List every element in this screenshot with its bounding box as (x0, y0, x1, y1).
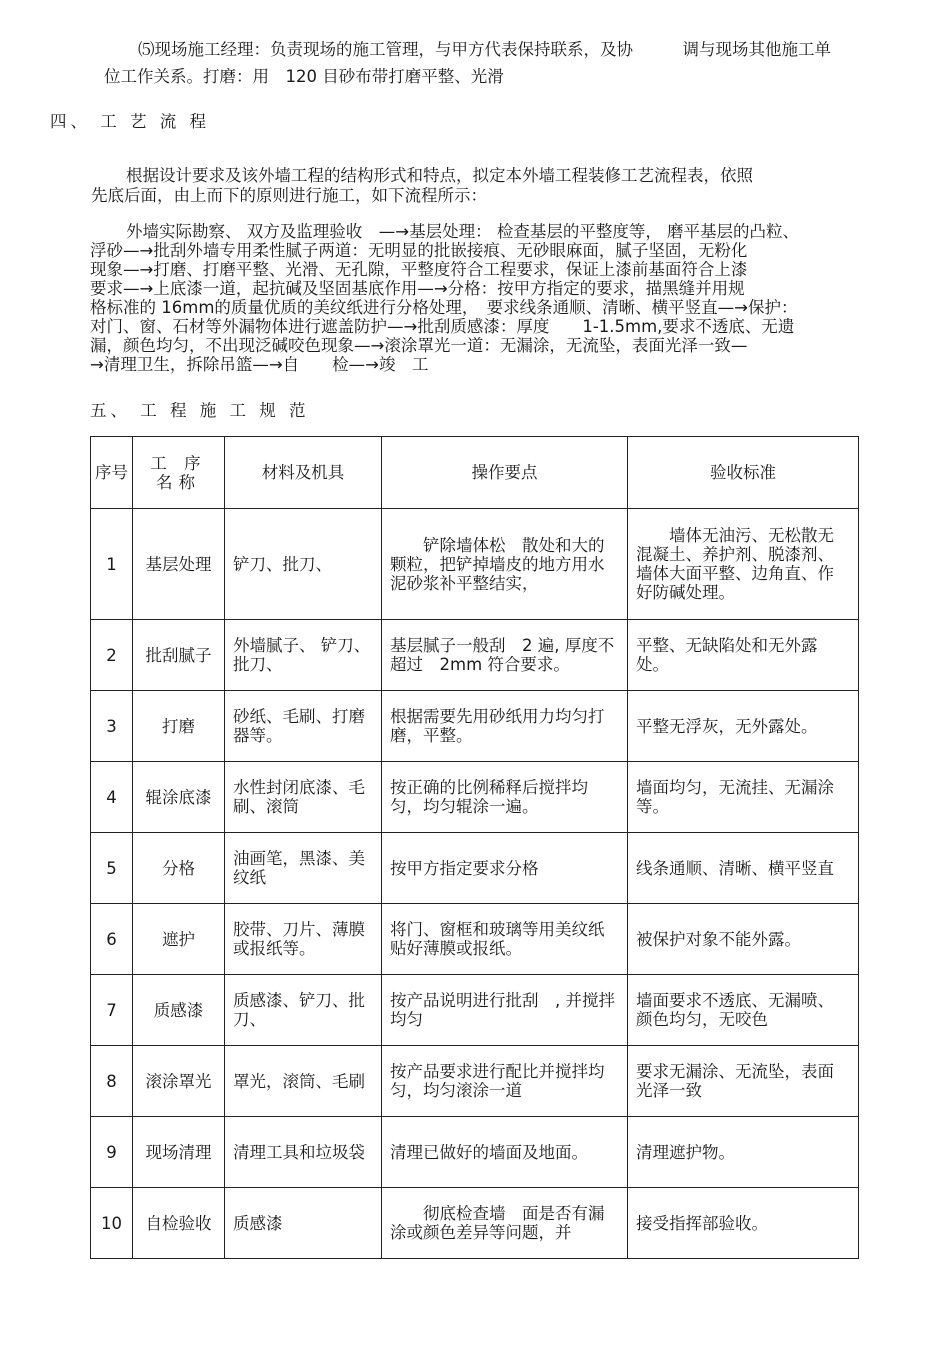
cell-operation: 彻底检查墙 面是否有漏涂或颜色差异等问题，并 (382, 1188, 628, 1259)
cell-materials: 铲刀、批刀、 (225, 509, 382, 620)
cell-process-name: 遮护 (133, 904, 225, 975)
cell-standard: 被保护对象不能外露。 (628, 904, 859, 975)
section-4-para1-line-1: 根据设计要求及该外墙工程的结构形式和特点，拟定本外墙工程装修工艺流程表，依照 (126, 166, 753, 185)
cell-no: 5 (91, 833, 133, 904)
cell-operation: 按产品要求进行配比并搅拌均匀，均匀滚涂一道 (382, 1046, 628, 1117)
cell-no: 10 (91, 1188, 133, 1259)
cell-no: 2 (91, 620, 133, 691)
cell-no: 7 (91, 975, 133, 1046)
cell-no: 1 (91, 509, 133, 620)
cell-operation: 根据需要先用砂纸用力均匀打磨，平整。 (382, 691, 628, 762)
cell-standard: 清理遮护物。 (628, 1117, 859, 1188)
section-5-heading: 五、 工 程 施 工 规 范 (90, 401, 310, 420)
cell-standard: 平整、无缺陷处和无外露处。 (628, 620, 859, 691)
cell-standard: 墙体无油污、无松散无混凝土、养护剂、脱漆剂、墙体大面平整、边角直、作好防碱处理。 (628, 509, 859, 620)
header-no: 序号 (91, 437, 133, 509)
cell-process-name: 分格 (133, 833, 225, 904)
cell-process-name: 滚涂罩光 (133, 1046, 225, 1117)
cell-operation: 铲除墙体松 散处和大的颗粒，把铲掉墙皮的地方用水泥砂浆补平整结实， (382, 509, 628, 620)
section-4-para2-line-2: 浮砂—→批刮外墙专用柔性腻子两道：无明显的批嵌接痕、无砂眼麻面，腻子坚固，无粉化 (90, 241, 748, 260)
section-4-para2-line-5: 格标准的 16mm的质量优质的美纹纸进行分格处理， 要求线条通顺、清晰、横平竖直—→保护： (90, 298, 798, 317)
table-row (91, 762, 859, 833)
section-4-para1-line-2: 先底后面，由上而下的原则进行施工，如下流程所示： (91, 186, 487, 205)
construction-spec-table (90, 436, 859, 1259)
cell-standard: 墙面均匀，无流挂、无漏涂等。 (628, 762, 859, 833)
table-row (91, 1188, 859, 1259)
cell-operation: 基层腻子一般刮 2 遍, 厚度不超过 2mm 符合要求。 (382, 620, 628, 691)
intro-line-1: ⑸现场施工经理：负责现场的施工管理，与甲方代表保持联系，及协 调与现场其他施工单 (138, 40, 831, 59)
cell-process-name: 基层处理 (133, 509, 225, 620)
cell-materials: 质感漆 (225, 1188, 382, 1259)
cell-operation: 按甲方指定要求分格 (382, 833, 628, 904)
cell-materials: 胶带、刀片、薄膜或报纸等。 (225, 904, 382, 975)
section-4-para2-line-8: →清理卫生，拆除吊篮—→自 检—→竣 工 (90, 355, 429, 374)
header-operation: 操作要点 (382, 437, 628, 509)
table-row (91, 620, 859, 691)
table-row (91, 1046, 859, 1117)
cell-standard: 要求无漏涂、无流坠，表面光泽一致 (628, 1046, 859, 1117)
section-4-para2-line-3: 现象—→打磨、打磨平整、光滑、无孔隙，平整度符合工程要求，保证上漆前基面符合上漆 (90, 260, 748, 279)
table-header-row (91, 437, 859, 509)
cell-standard: 墙面要求不透底、无漏喷、颜色均匀，无咬色 (628, 975, 859, 1046)
table-row (91, 975, 859, 1046)
cell-materials: 油画笔，黑漆、美纹纸 (225, 833, 382, 904)
table-row (91, 1117, 859, 1188)
cell-operation: 将门、窗框和玻璃等用美纹纸贴好薄膜或报纸。 (382, 904, 628, 975)
cell-no: 9 (91, 1117, 133, 1188)
cell-process-name: 辊涂底漆 (133, 762, 225, 833)
table-row (91, 904, 859, 975)
cell-standard: 平整无浮灰，无外露处。 (628, 691, 859, 762)
cell-process-name: 自检验收 (133, 1188, 225, 1259)
cell-no: 3 (91, 691, 133, 762)
header-standard: 验收标准 (628, 437, 859, 509)
cell-no: 6 (91, 904, 133, 975)
cell-materials: 砂纸、毛刷、打磨器等。 (225, 691, 382, 762)
cell-materials: 水性封闭底漆、毛刷、滚筒 (225, 762, 382, 833)
intro-line-2: 位工作关系。打磨：用 120 目砂布带打磨平整、光滑 (104, 67, 504, 86)
cell-operation: 清理已做好的墙面及地面。 (382, 1117, 628, 1188)
header-process-name: 工 序 名称 (133, 437, 225, 509)
cell-process-name: 打磨 (133, 691, 225, 762)
cell-process-name: 现场清理 (133, 1117, 225, 1188)
section-4-para2-line-6: 对门、窗、石材等外漏物体进行遮盖防护—→批刮质感漆：厚度 1-1.5mm,要求不透底、无遗 (90, 317, 795, 336)
cell-process-name: 质感漆 (133, 975, 225, 1046)
section-4-heading: 四、 工 艺 流 程 (50, 112, 210, 131)
table-row (91, 691, 859, 762)
table-row (91, 509, 859, 620)
cell-standard: 接受指挥部验收。 (628, 1188, 859, 1259)
section-4-para2-line-4: 要求—→上底漆一道，起抗碱及坚固基底作用—→分格：按甲方指定的要求，描黑缝并用规 (90, 279, 745, 298)
header-materials: 材料及机具 (225, 437, 382, 509)
table-row (91, 833, 859, 904)
cell-standard: 线条通顺、清晰、横平竖直 (628, 833, 859, 904)
cell-materials: 清理工具和垃圾袋 (225, 1117, 382, 1188)
cell-no: 4 (91, 762, 133, 833)
cell-materials: 外墙腻子、 铲刀、批刀、 (225, 620, 382, 691)
section-4-para2-line-7: 漏，颜色均匀，不出现泛碱咬色现象—→滚涂罩光一道：无漏涂，无流坠，表面光泽一致— (90, 336, 748, 355)
cell-no: 8 (91, 1046, 133, 1117)
cell-process-name: 批刮腻子 (133, 620, 225, 691)
section-4-para2-line-1: 外墙实际勘察、 双方及监理验收 —→基层处理： 检查基层的平整度等， 磨平基层的凸粒、 (126, 222, 800, 241)
cell-materials: 质感漆、铲刀、批刀、 (225, 975, 382, 1046)
cell-materials: 罩光，滚筒、毛刷 (225, 1046, 382, 1117)
cell-operation: 按产品说明进行批刮 , 并搅拌均匀 (382, 975, 628, 1046)
cell-operation: 按正确的比例稀释后搅拌均匀，均匀辊涂一遍。 (382, 762, 628, 833)
